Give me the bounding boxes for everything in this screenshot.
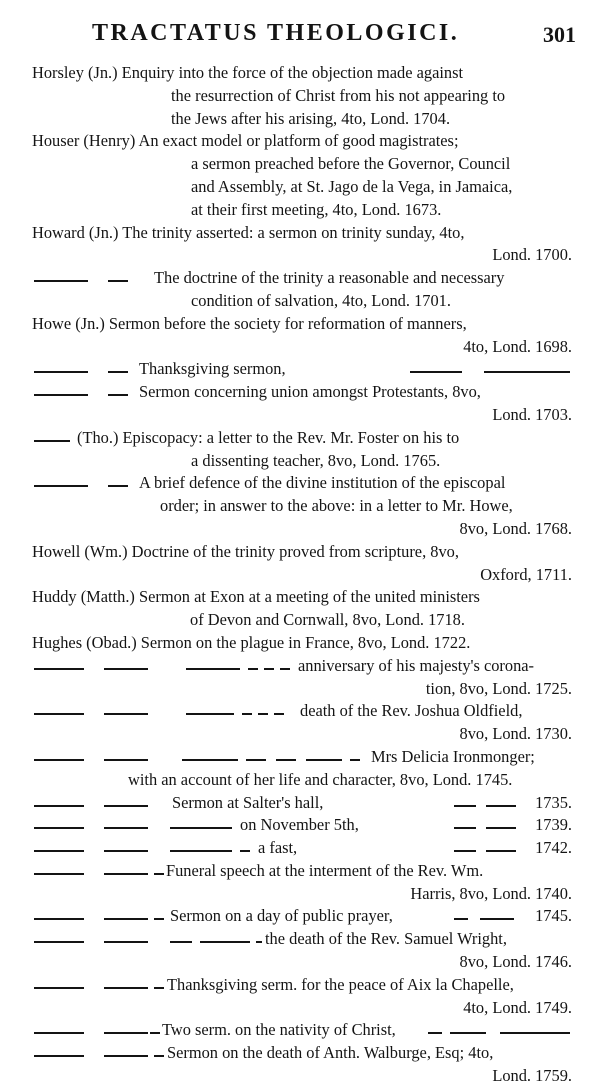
entry-text: a sermon preached before the Governor, Council: [191, 154, 511, 174]
ditto-dash: [276, 759, 296, 761]
text-line: [0, 450, 598, 473]
text-line: [0, 746, 598, 769]
text-line: [0, 427, 598, 450]
entry-text: Howard (Jn.) The trinity asserted: a sermon on trinity sunday, 4to,: [32, 222, 465, 242]
ditto-dash: [108, 485, 128, 487]
ditto-dash: [34, 873, 84, 875]
entry-text: a fast,: [258, 838, 298, 858]
ditto-dash: [34, 805, 84, 807]
text-line: [0, 814, 598, 837]
text-line: [0, 495, 598, 518]
ditto-dash: [454, 918, 468, 920]
text-line: [0, 62, 598, 85]
ditto-dash: [200, 941, 250, 943]
ditto-dash: [154, 918, 164, 920]
entry-text: Thanksgiving sermon,: [139, 359, 286, 379]
text-line: [0, 837, 598, 860]
ditto-dash: [248, 668, 258, 670]
entry-text: order; in answer to the above: in a letter to Mr. Howe,: [160, 496, 513, 516]
text-line: [0, 1042, 598, 1065]
ditto-dash: [104, 1055, 148, 1057]
entry-imprint: tion, 8vo, Lond. 1725.: [425, 678, 572, 698]
entry-text: and Assembly, at St. Jago de la Vega, in Jamaica,: [191, 176, 513, 196]
ditto-dash: [104, 873, 148, 875]
entry-text: Hughes (Obad.) Sermon on the plague in France, 8vo, Lond. 1722.: [32, 632, 471, 652]
ditto-dash: [104, 759, 148, 761]
ditto-dash: [246, 759, 266, 761]
text-line: [0, 1019, 598, 1042]
entry-text: Huddy (Matth.) Sermon at Exon at a meeting of the united ministers: [32, 587, 480, 607]
entry-text: Sermon on the death of Anth. Walburge, Esq; 4to,: [167, 1043, 494, 1063]
text-line: [0, 108, 598, 131]
entry-imprint: Lond. 1700.: [492, 245, 572, 265]
ditto-dash: [34, 668, 84, 670]
text-line: [0, 176, 598, 199]
entry-text: the Jews after his arising, 4to, Lond. 1704.: [171, 108, 451, 128]
entry-text: Mrs Delicia Ironmonger;: [371, 746, 535, 766]
text-line: [0, 951, 598, 974]
ditto-dash: [186, 668, 240, 670]
ditto-dash: [104, 1032, 148, 1034]
text-line: [0, 85, 598, 108]
ditto-dash: [454, 805, 476, 807]
ditto-dash: [154, 1055, 164, 1057]
entry-text: Howe (Jn.) Sermon before the society for reformation of manners,: [32, 313, 467, 333]
text-line: [0, 313, 598, 336]
entry-text: Horsley (Jn.) Enquiry into the force of the objection made against: [32, 63, 464, 82]
entry-imprint: 8vo, Lond. 1768.: [459, 518, 572, 538]
entry-text: the death of the Rev. Samuel Wright,: [265, 929, 507, 949]
entry-text: anniversary of his majesty's corona-: [298, 655, 534, 675]
ditto-dash: [104, 668, 148, 670]
ditto-dash: [154, 873, 164, 875]
entry-imprint: 4to, Lond. 1749.: [463, 997, 572, 1017]
text-line: [0, 928, 598, 951]
ditto-dash: [154, 987, 164, 989]
text-line: [0, 655, 598, 678]
text-line: [0, 290, 598, 313]
ditto-dash: [242, 713, 252, 715]
text-line: [0, 769, 598, 792]
page-number: 301: [543, 22, 576, 47]
entry-text: a dissenting teacher, 8vo, Lond. 1765.: [191, 450, 441, 470]
page-header: [0, 14, 598, 54]
text-line: [0, 381, 598, 404]
entry-text: A brief defence of the divine institution of the episcopal: [139, 473, 506, 493]
entry-text: The doctrine of the trinity a reasonable and necessary: [154, 268, 505, 288]
ditto-dash: [104, 850, 148, 852]
entry-text: of Devon and Cornwall, 8vo, Lond. 1718.: [190, 610, 465, 630]
ditto-dash: [34, 485, 88, 487]
entry-text: at their first meeting, 4to, Lond. 1673.: [191, 199, 442, 219]
ditto-dash: [240, 850, 250, 852]
entry-text: Funeral speech at the interment of the Rev. Wm.: [166, 860, 484, 880]
text-line: [0, 609, 598, 632]
text-line: [0, 792, 598, 815]
ditto-dash: [486, 827, 516, 829]
entry-imprint: 8vo, Lond. 1730.: [459, 724, 572, 744]
entry-imprint: 1735.: [535, 792, 572, 812]
ditto-dash: [150, 1032, 160, 1034]
ditto-dash: [34, 850, 84, 852]
ditto-dash: [104, 713, 148, 715]
ditto-dash: [182, 759, 238, 761]
ditto-dash: [34, 1032, 84, 1034]
ditto-dash: [350, 759, 360, 761]
ditto-dash: [256, 941, 262, 943]
entry-imprint: Lond. 1759.: [492, 1066, 572, 1086]
ditto-dash: [170, 850, 232, 852]
ditto-dash: [486, 850, 516, 852]
text-line: [0, 632, 598, 655]
ditto-dash: [34, 280, 88, 282]
ditto-dash: [486, 805, 516, 807]
ditto-dash: [34, 371, 88, 373]
ditto-dash: [104, 805, 148, 807]
text-line: [0, 518, 598, 541]
entry-imprint: Lond. 1703.: [492, 404, 572, 424]
text-line: [0, 997, 598, 1020]
entry-imprint: Oxford, 1711.: [480, 564, 572, 584]
text-line: [0, 541, 598, 564]
entry-text: Howell (Wm.) Doctrine of the trinity proved from scripture, 8vo,: [32, 541, 459, 561]
entry-imprint: Harris, 8vo, Lond. 1740.: [410, 883, 572, 903]
text-line: [0, 905, 598, 928]
text-line: [0, 244, 598, 267]
ditto-dash: [108, 394, 128, 396]
entry-imprint: 1742.: [535, 838, 572, 858]
ditto-dash: [280, 668, 290, 670]
entry-imprint: 8vo, Lond. 1746.: [459, 952, 572, 972]
ditto-dash: [264, 668, 274, 670]
text-line: [0, 723, 598, 746]
entry-text: the resurrection of Christ from his not appearing to: [171, 85, 506, 105]
ditto-dash: [428, 1032, 442, 1034]
text-line: [0, 199, 598, 222]
ditto-dash: [170, 827, 232, 829]
ditto-dash: [104, 987, 148, 989]
entry-text: Houser (Henry) An exact model or platform of good magistrates;: [32, 131, 459, 151]
text-line: [0, 883, 598, 906]
ditto-dash: [108, 371, 128, 373]
text-line: [0, 860, 598, 883]
ditto-dash: [480, 918, 514, 920]
entry-imprint: 4to, Lond. 1698.: [463, 336, 572, 356]
ditto-dash: [34, 394, 88, 396]
text-line: [0, 974, 598, 997]
ditto-dash: [34, 987, 84, 989]
text-line: [0, 700, 598, 723]
ditto-dash: [104, 941, 148, 943]
ditto-dash: [34, 759, 84, 761]
text-line: [0, 586, 598, 609]
text-line: [0, 564, 598, 587]
ditto-dash: [34, 440, 70, 442]
ditto-dash: [410, 371, 462, 373]
text-line: [0, 267, 598, 290]
entry-imprint: 1739.: [535, 815, 572, 835]
entry-text: with an account of her life and character, 8vo, Lond. 1745.: [128, 769, 513, 789]
ditto-dash: [104, 827, 148, 829]
ditto-dash: [500, 1032, 570, 1034]
ditto-dash: [186, 713, 234, 715]
ditto-dash: [34, 713, 84, 715]
text-line: [0, 678, 598, 701]
ditto-dash: [306, 759, 342, 761]
text-line: [0, 1065, 598, 1088]
entry-text: Two serm. on the nativity of Christ,: [162, 1020, 396, 1040]
entry-text: Sermon on a day of public prayer,: [170, 906, 393, 926]
text-line: [0, 472, 598, 495]
text-line: [0, 153, 598, 176]
ditto-dash: [450, 1032, 486, 1034]
text-line: [0, 358, 598, 381]
running-title: TRACTATUS THEOLOGICI.: [92, 20, 460, 46]
entry-text: Sermon concerning union amongst Protestants, 8vo,: [139, 382, 481, 402]
ditto-dash: [454, 850, 476, 852]
ditto-dash: [34, 827, 84, 829]
ditto-dash: [34, 1055, 84, 1057]
ditto-dash: [34, 941, 84, 943]
ditto-dash: [34, 918, 84, 920]
bibliography-entries: [0, 62, 598, 1088]
ditto-dash: [108, 280, 128, 282]
entry-text: death of the Rev. Joshua Oldfield,: [300, 701, 523, 721]
entry-text: Thanksgiving serm. for the peace of Aix la Chapelle,: [167, 974, 514, 994]
text-line: [0, 222, 598, 245]
ditto-dash: [170, 941, 192, 943]
ditto-dash: [258, 713, 268, 715]
entry-text: on November 5th,: [240, 815, 359, 835]
text-line: [0, 404, 598, 427]
entry-text: (Tho.) Episcopacy: a letter to the Rev. Mr. Foster on his to: [77, 427, 460, 447]
text-line: [0, 130, 598, 153]
entry-text: condition of salvation, 4to, Lond. 1701.: [191, 290, 451, 310]
ditto-dash: [104, 918, 148, 920]
ditto-dash: [454, 827, 476, 829]
entry-imprint: 1745.: [535, 906, 572, 926]
entry-text: Sermon at Salter's hall,: [172, 792, 324, 812]
ditto-dash: [274, 713, 284, 715]
text-line: [0, 336, 598, 359]
ditto-dash: [484, 371, 570, 373]
